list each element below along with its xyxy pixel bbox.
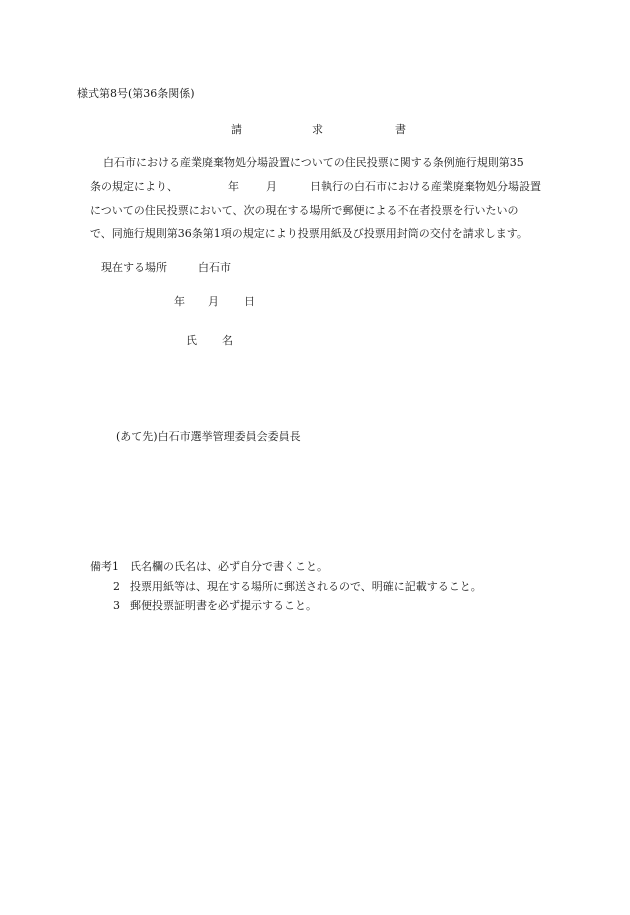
body-line-2-end: 日執行の白石市における産業廃棄物処分場設置: [310, 180, 541, 193]
body-line-2-start: 条の規定により、: [90, 180, 178, 193]
note-item-3: 郵便投票証明書を必ず提示すること。: [130, 599, 317, 612]
note-item-2: 投票用紙等は、現在する場所に郵送されるので、明確に記載すること。: [130, 580, 482, 593]
notes-heading: 備考1: [90, 560, 119, 573]
note-number-3: 3: [113, 599, 120, 612]
body-line-4: で、同施行規則第36条第1項の規定により投票用紙及び投票用封筒の交付を請求します。: [90, 227, 528, 240]
note-number-2: 2: [113, 580, 120, 593]
name-label-char-2: 名: [222, 334, 233, 347]
date-month: 月: [208, 295, 219, 308]
note-item-1: 氏名欄の氏名は、必ず自分で書くこと。: [130, 560, 328, 573]
title-char-1: 請: [231, 123, 242, 136]
addressee: (あて先)白石市選挙管理委員会委員長: [116, 430, 301, 443]
body-line-3: についての住民投票において、次の現在する場所で郵便による不在者投票を行いたいの: [90, 204, 519, 217]
name-label-char-1: 氏: [186, 334, 197, 347]
date-year: 年: [174, 295, 185, 308]
body-year: 年: [228, 180, 239, 193]
body-line-2: [90, 181, 541, 192]
form-number: 様式第8号(第36条関係): [77, 87, 195, 100]
location-label: 現在する場所: [101, 261, 167, 274]
location-value: 白石市: [198, 261, 231, 274]
body-month: 月: [266, 180, 277, 193]
date-day: 日: [244, 295, 255, 308]
body-line-1: 白石市における産業廃棄物処分場設置についての住民投票に関する条例施行規則第35: [103, 156, 524, 169]
title-char-3: 書: [395, 123, 406, 136]
title-char-2: 求: [312, 123, 323, 136]
